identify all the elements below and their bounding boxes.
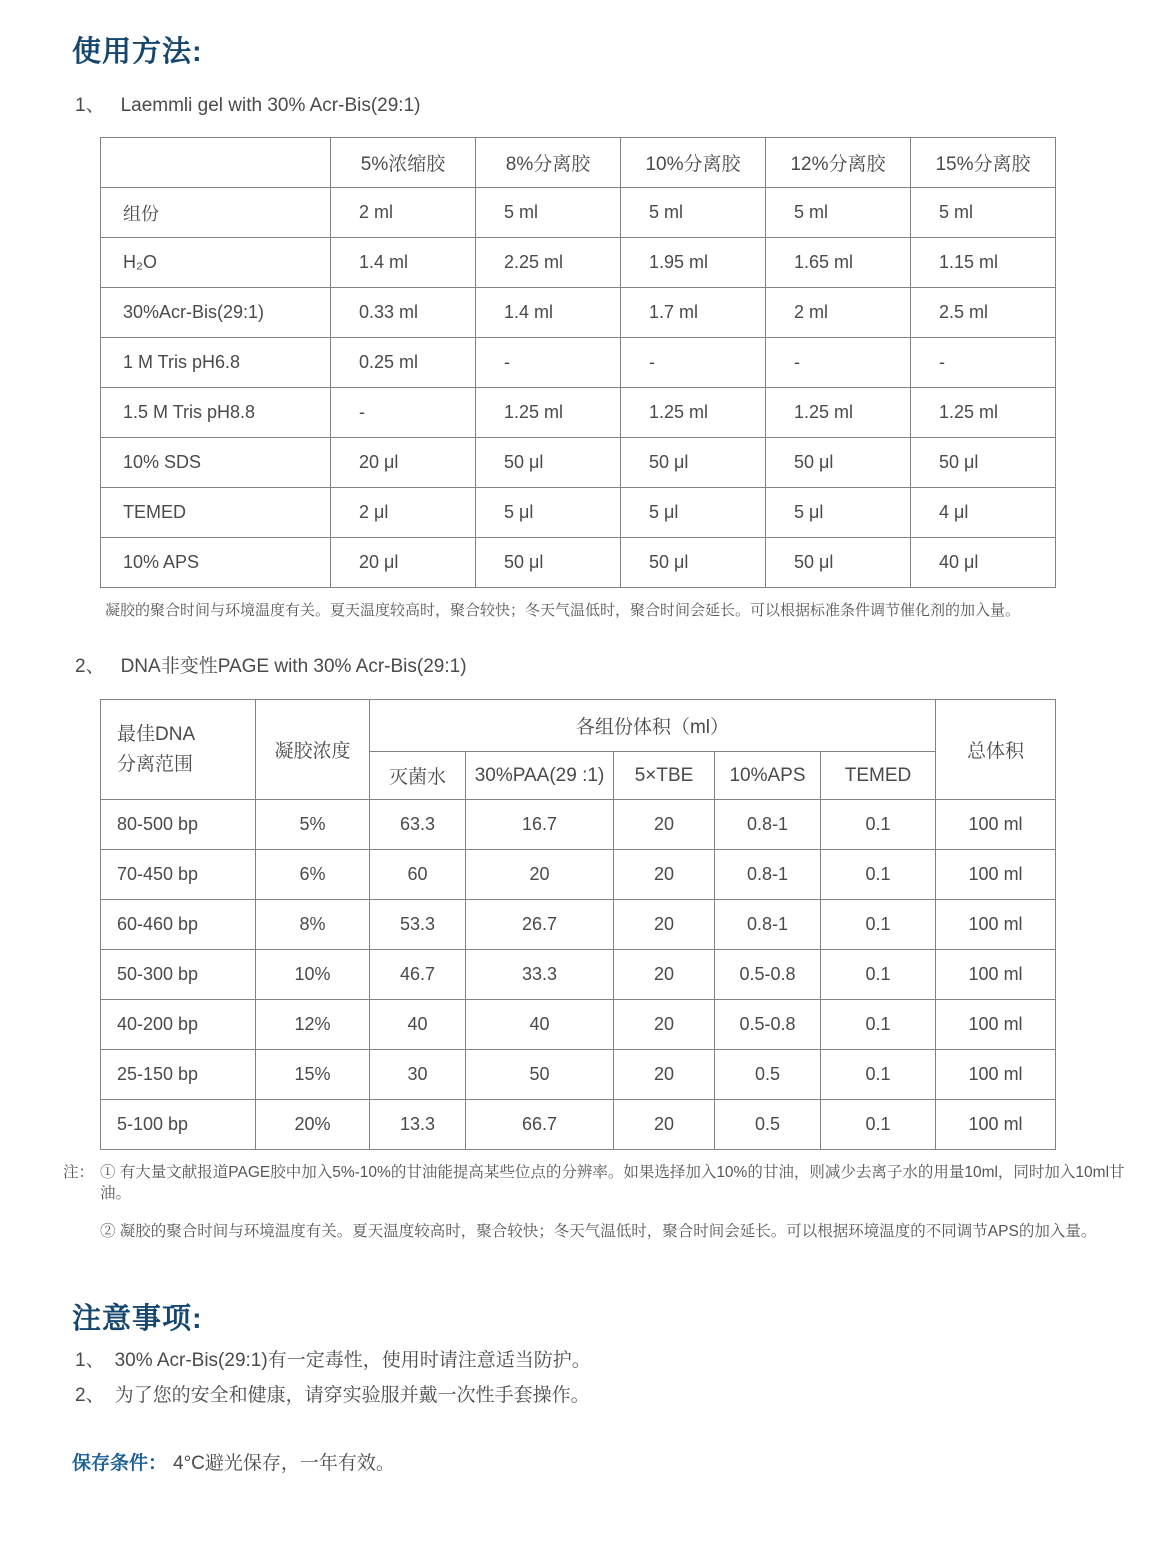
t1-row-label: 10% SDS (101, 438, 331, 488)
t2-cell: 15% (256, 1050, 370, 1100)
t1-cell: 0.25 ml (331, 338, 476, 388)
t2-cell: 20 (614, 1100, 715, 1150)
t1-cell: 20 μl (331, 538, 476, 588)
t1-cell: 5 μl (766, 488, 911, 538)
t1-cell: 50 μl (476, 438, 621, 488)
t1-cell: 5 μl (476, 488, 621, 538)
usage-heading: 使用方法: (72, 36, 203, 68)
t1-header-cell (101, 138, 331, 188)
t1-row-label: TEMED (101, 488, 331, 538)
t2-row-label: 40-200 bp (101, 1000, 256, 1050)
t1-header-cell: 15%分离胶 (911, 138, 1056, 188)
t1-cell: 2.25 ml (476, 238, 621, 288)
t2-cell: 20 (614, 900, 715, 950)
t2-row-label: 60-460 bp (101, 900, 256, 950)
t2-subheader-cell: TEMED (821, 752, 936, 800)
t1-cell: 50 μl (766, 538, 911, 588)
t2-header-dna-range (101, 700, 256, 800)
t1-row (101, 538, 1056, 588)
t1-row (101, 188, 1056, 238)
t1-cell: 5 ml (621, 188, 766, 238)
t2-cell: 20 (614, 850, 715, 900)
t2-cell: 10% (256, 950, 370, 1000)
t2-cell: 63.3 (370, 800, 466, 850)
caution-item-1 (75, 1348, 1151, 1374)
t1-row-label: 30%Acr-Bis(29:1) (101, 288, 331, 338)
t1-header-cell: 10%分离胶 (621, 138, 766, 188)
t2-cell: 0.1 (821, 1050, 936, 1100)
t2-header-gel-concentration: 凝胶浓度 (256, 700, 370, 800)
t2-cell: 0.1 (821, 1000, 936, 1050)
t1-cell: 1.15 ml (911, 238, 1056, 288)
t2-cell: 8% (256, 900, 370, 950)
t1-cell: - (766, 338, 911, 388)
t2-cell: 100 ml (936, 850, 1056, 900)
t1-cell: 5 ml (911, 188, 1056, 238)
t2-cell: 0.1 (821, 950, 936, 1000)
t2-cell: 0.5-0.8 (715, 950, 821, 1000)
t2-cell: 26.7 (466, 900, 614, 950)
caution-item-1-number: 1、 (75, 1350, 105, 1371)
t1-cell: 1.7 ml (621, 288, 766, 338)
t2-header-component-volumes: 各组份体积（ml） (370, 700, 936, 752)
t1-cell: 1.4 ml (476, 288, 621, 338)
t1-row (101, 288, 1056, 338)
t1-cell: 50 μl (766, 438, 911, 488)
t1-cell: 20 μl (331, 438, 476, 488)
t1-cell: 4 μl (911, 488, 1056, 538)
t2-cell: 0.8-1 (715, 800, 821, 850)
t1-cell: - (911, 338, 1056, 388)
t2-cell: 100 ml (936, 900, 1056, 950)
t2-subheader-cell: 10%APS (715, 752, 821, 800)
laemmli-gel-table (100, 137, 1056, 588)
t2-cell: 20 (614, 950, 715, 1000)
protocol-item-1-label: Laemmli gel with 30% Acr-Bis(29:1) (120, 95, 421, 116)
footnotes-body (100, 1162, 1151, 1242)
t2-cell: 0.5-0.8 (715, 1000, 821, 1050)
t1-cell: 1.25 ml (621, 388, 766, 438)
t2-cell: 20 (614, 1000, 715, 1050)
t1-row (101, 438, 1056, 488)
storage-conditions (72, 1451, 1151, 1477)
t2-cell: 20 (614, 1050, 715, 1100)
t2-cell: 66.7 (466, 1100, 614, 1150)
t2-cell: 50 (466, 1050, 614, 1100)
t1-cell: 1.25 ml (476, 388, 621, 438)
t1-cell: 50 μl (621, 538, 766, 588)
t2-row (101, 850, 1056, 900)
t1-cell: 50 μl (911, 438, 1056, 488)
t2-row (101, 950, 1056, 1000)
t2-row-label: 25-150 bp (101, 1050, 256, 1100)
caution-item-2-number: 2、 (75, 1385, 105, 1406)
dna-page-table (100, 699, 1056, 1150)
t2-cell: 53.3 (370, 900, 466, 950)
t1-header-cell: 5%浓缩胶 (331, 138, 476, 188)
t2-cell: 30 (370, 1050, 466, 1100)
t1-header-cell: 12%分离胶 (766, 138, 911, 188)
t2-cell: 20 (466, 850, 614, 900)
t2-cell: 0.8-1 (715, 900, 821, 950)
t2-cell: 13.3 (370, 1100, 466, 1150)
caution-item-2 (75, 1383, 1151, 1409)
t2-cell: 0.1 (821, 800, 936, 850)
t1-cell: 2 ml (766, 288, 911, 338)
t2-subheader-cell: 30%PAA(29 :1) (466, 752, 614, 800)
protocol-item-1 (75, 93, 1151, 119)
t1-cell: 1.65 ml (766, 238, 911, 288)
t2-cell: 5% (256, 800, 370, 850)
t2-cell: 40 (466, 1000, 614, 1050)
footnote-2: ② 凝胶的聚合时间与环境温度有关。夏天温度较高时，聚合较快；冬天气温低时，聚合时间会延长。可以根据环境温度的不同调节APS的加入量。 (100, 1223, 1097, 1240)
t1-row-label: 1 M Tris pH6.8 (101, 338, 331, 388)
caution-item-1-text: 30% Acr-Bis(29:1)有一定毒性，使用时请注意适当防护。 (114, 1350, 591, 1371)
t1-row-label: 组份 (101, 188, 331, 238)
t1-cell: - (476, 338, 621, 388)
protocol-item-1-number: 1、 (75, 95, 105, 116)
protocol-item-2 (75, 654, 1151, 680)
t1-row-label: H₂O (101, 238, 331, 288)
t2-cell: 0.5 (715, 1050, 821, 1100)
t2-cell: 20 (614, 800, 715, 850)
footnotes-label: 注： (63, 1164, 95, 1181)
protocol-item-2-number: 2、 (75, 656, 105, 677)
table1-footnote: 凝胶的聚合时间与环境温度有关。夏天温度较高时，聚合较快；冬天气温低时，聚合时间会延长。可以根据标准条件调节催化剂的加入量。 (105, 602, 1021, 619)
t2-cell: 12% (256, 1000, 370, 1050)
t1-row-label: 1.5 M Tris pH8.8 (101, 388, 331, 438)
t2-row-label: 50-300 bp (101, 950, 256, 1000)
t2-row (101, 1000, 1056, 1050)
t1-row (101, 338, 1056, 388)
t2-cell: 6% (256, 850, 370, 900)
t1-cell: 50 μl (476, 538, 621, 588)
t1-cell: 0.33 ml (331, 288, 476, 338)
t2-cell: 100 ml (936, 1050, 1056, 1100)
t1-cell: 1.25 ml (911, 388, 1056, 438)
t2-row (101, 1100, 1056, 1150)
caution-item-2-text: 为了您的安全和健康，请穿实验服并戴一次性手套操作。 (114, 1385, 590, 1406)
t1-cell: 1.25 ml (766, 388, 911, 438)
t2-row (101, 900, 1056, 950)
t1-row (101, 388, 1056, 438)
t2-row (101, 800, 1056, 850)
t1-cell: 5 ml (476, 188, 621, 238)
t2-header-total-volume: 总体积 (936, 700, 1056, 800)
t1-cell: - (331, 388, 476, 438)
table2-footnotes (63, 1162, 1151, 1242)
precautions-heading: 注意事项: (72, 1303, 203, 1335)
t1-cell: 5 ml (766, 188, 911, 238)
t1-row (101, 488, 1056, 538)
t2-cell: 33.3 (466, 950, 614, 1000)
t2-subheader-cell: 灭菌水 (370, 752, 466, 800)
t1-row (101, 238, 1056, 288)
t2-cell: 0.1 (821, 1100, 936, 1150)
t2-cell: 100 ml (936, 950, 1056, 1000)
t2-cell: 0.5 (715, 1100, 821, 1150)
t1-cell: 50 μl (621, 438, 766, 488)
storage-conditions-text: 4°C避光保存，一年有效。 (173, 1453, 395, 1474)
storage-conditions-label: 保存条件： (72, 1453, 168, 1474)
t1-cell: - (621, 338, 766, 388)
t2-cell: 16.7 (466, 800, 614, 850)
t2-cell: 100 ml (936, 1100, 1056, 1150)
t2-row-label: 80-500 bp (101, 800, 256, 850)
t1-cell: 1.95 ml (621, 238, 766, 288)
t1-cell: 2 μl (331, 488, 476, 538)
t2-header-dna-range-line1: 最佳DNA (117, 723, 196, 745)
protocol-item-2-label: DNA非变性PAGE with 30% Acr-Bis(29:1) (120, 656, 467, 677)
t1-cell: 2 ml (331, 188, 476, 238)
t1-row-label: 10% APS (101, 538, 331, 588)
t2-cell: 0.8-1 (715, 850, 821, 900)
t2-subheader-cell: 5×TBE (614, 752, 715, 800)
t2-cell: 0.1 (821, 850, 936, 900)
t1-cell: 2.5 ml (911, 288, 1056, 338)
t2-cell: 100 ml (936, 800, 1056, 850)
t2-cell: 0.1 (821, 900, 936, 950)
t1-cell: 1.4 ml (331, 238, 476, 288)
t1-cell: 5 μl (621, 488, 766, 538)
t2-cell: 20% (256, 1100, 370, 1150)
t2-cell: 46.7 (370, 950, 466, 1000)
t2-cell: 40 (370, 1000, 466, 1050)
t2-row-label: 70-450 bp (101, 850, 256, 900)
t2-cell: 100 ml (936, 1000, 1056, 1050)
t1-header-row (101, 138, 1056, 188)
t2-row-label: 5-100 bp (101, 1100, 256, 1150)
t2-header-dna-range-line2: 分离范围 (117, 753, 194, 775)
t2-header-row-1 (101, 700, 1056, 752)
t2-row (101, 1050, 1056, 1100)
footnote-1: ① 有大量文献报道PAGE胶中加入5%-10%的甘油能提高某些位点的分辨率。如果选择加入10%的甘油，则减少去离子水的用量10ml，同时加入10ml甘油。 (100, 1164, 1125, 1202)
t1-header-cell: 8%分离胶 (476, 138, 621, 188)
t1-cell: 40 μl (911, 538, 1056, 588)
t2-cell: 60 (370, 850, 466, 900)
